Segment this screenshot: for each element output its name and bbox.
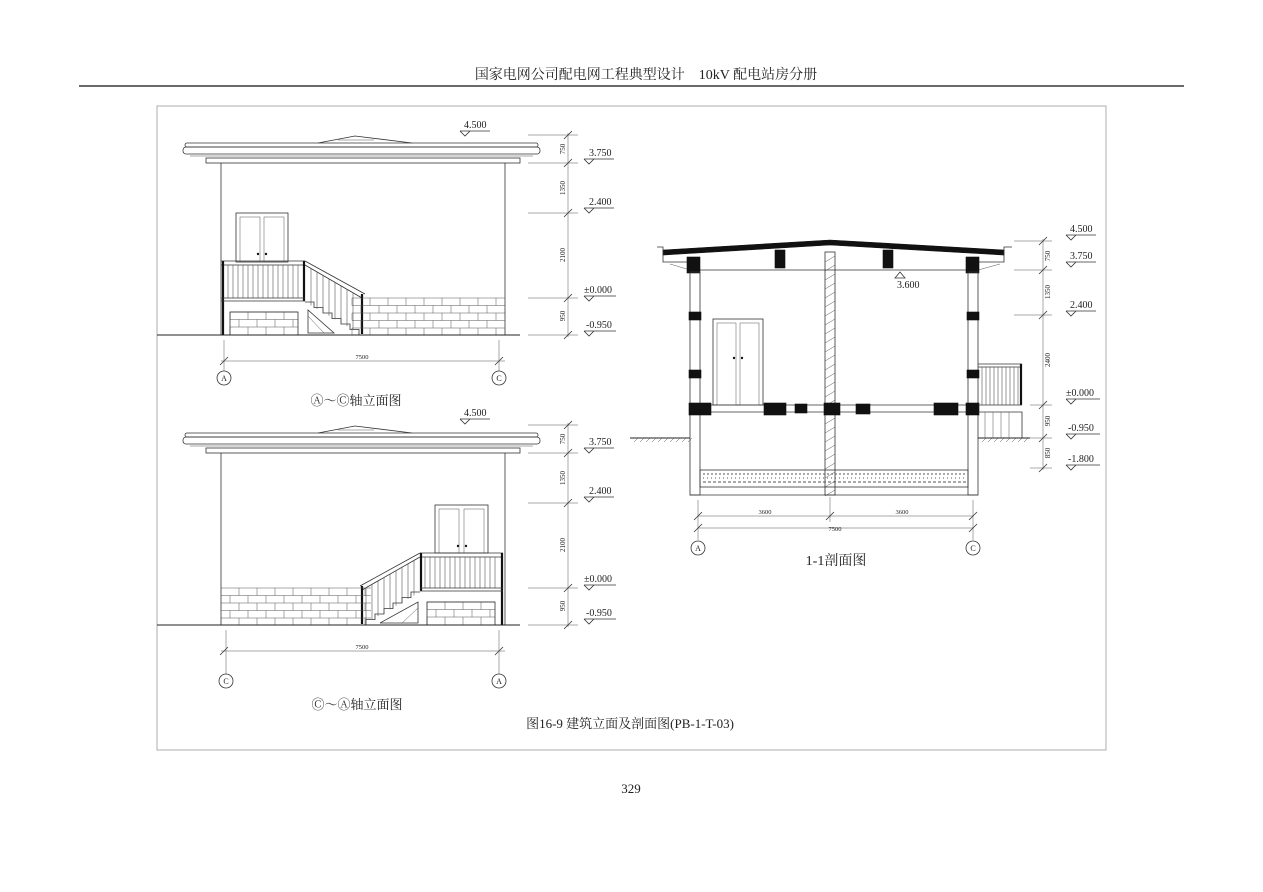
door-leaf-right [740, 323, 759, 405]
door-frame [713, 319, 763, 405]
hatch-line [825, 418, 835, 424]
door-handle [733, 357, 735, 359]
ground-hatch-line [646, 438, 650, 442]
level-triangle [1066, 465, 1100, 470]
level-marks [1066, 224, 1100, 470]
ground-hatch-line [658, 438, 662, 442]
brick-plinth-under-platform [230, 312, 298, 335]
dim-label: 2400 [1044, 353, 1052, 367]
level-triangle [584, 497, 614, 502]
center-column [825, 252, 835, 495]
door-handle [265, 253, 267, 255]
double-door [713, 319, 763, 405]
drawing-frame [157, 106, 1106, 750]
door-handle [465, 545, 467, 547]
hatch-line [825, 283, 835, 289]
dim-label: 1350 [559, 181, 567, 195]
column-hatch [825, 256, 835, 496]
stair-step-lines [985, 412, 1009, 438]
axis-label: C [496, 374, 502, 383]
level-label: ±0.000 [584, 285, 612, 296]
axis-label: A [221, 374, 227, 383]
ground-hatch-line [1000, 438, 1004, 442]
level-label: 2.400 [589, 486, 612, 497]
vertical-dimension-chain [1014, 237, 1052, 472]
hatch-line [825, 292, 835, 298]
stair-steps [978, 412, 1022, 438]
roof-cornice-top [185, 433, 538, 437]
roof-cornice-top [185, 143, 538, 147]
dim-label: 2100 [559, 248, 567, 262]
level-triangle [584, 619, 616, 624]
level-label: 4.500 [464, 120, 487, 131]
dim-label: 950 [559, 600, 567, 612]
dim-label: 1350 [559, 471, 567, 485]
floor-beam [764, 403, 786, 415]
page-number: 329 [621, 781, 641, 796]
drawing-title: Ⓒ～Ⓐ轴立面图 [311, 697, 403, 712]
level-label: 3.750 [589, 148, 612, 159]
level-label: ±0.000 [1066, 388, 1094, 399]
hatch-line [825, 310, 835, 316]
level-triangle [1066, 434, 1100, 439]
floor-beam [856, 404, 870, 414]
level-label: -0.950 [586, 608, 612, 619]
plinth-panel [427, 602, 495, 625]
floor-beam [966, 403, 979, 415]
floor-beam [824, 403, 840, 415]
stair-rail [362, 557, 420, 590]
drawing-title: Ⓐ～Ⓒ轴立面图 [310, 393, 402, 408]
level-triangle [1066, 311, 1096, 316]
hatch-line [825, 391, 835, 397]
exterior-stair [360, 553, 420, 625]
stair-support-hatch [308, 316, 324, 333]
wall-beam [689, 312, 701, 320]
dim-label: 750 [559, 143, 567, 155]
figure-caption: 图16-9 建筑立面及剖面图(PB-1-T-03) [526, 716, 734, 731]
roof-cornice [183, 147, 540, 154]
dim-label: 1350 [1044, 285, 1052, 299]
ground-hatch-line [670, 438, 674, 442]
hatch-line [825, 454, 835, 460]
level-triangle [584, 585, 616, 590]
floor-beam [689, 403, 711, 415]
level-triangle [584, 448, 614, 453]
level-label: 4.500 [1070, 224, 1093, 235]
door-leaf-left [439, 509, 459, 553]
level-label: 3.750 [1070, 251, 1093, 262]
level-label: 2.400 [1070, 300, 1093, 311]
roof-cornice [183, 437, 540, 444]
vertical-dimension-chain [528, 131, 578, 339]
door-leaf-left [240, 217, 260, 262]
hatch-line [825, 472, 835, 478]
level-label: 4.500 [464, 408, 487, 419]
level-marks [460, 408, 616, 624]
double-door [236, 213, 288, 262]
hatch-line [825, 301, 835, 307]
dim-total-label: 7500 [828, 526, 842, 533]
dim-span-label: 3600 [895, 509, 909, 516]
level-marks [460, 120, 616, 336]
wall-right [968, 272, 978, 495]
page-header-title: 国家电网公司配电网工程典型设计 10kV 配电站房分册 [474, 68, 818, 83]
hatch-line [825, 274, 835, 280]
level-triangle [584, 208, 614, 213]
ground-hatch-line [988, 438, 992, 442]
ground-hatch-line [994, 438, 998, 442]
hatch-line [825, 382, 835, 388]
level-triangle [584, 296, 616, 301]
ground-hatch-line [634, 438, 638, 442]
ground-hatch-line [676, 438, 680, 442]
roof-beam [687, 257, 700, 273]
stair-support [380, 602, 418, 623]
floor-beam [795, 404, 807, 413]
drawing-title: 1-1剖面图 [805, 554, 867, 569]
door-leaf-left [717, 323, 736, 405]
level-triangle [1066, 235, 1096, 240]
roof-slab [663, 240, 1004, 255]
axis-label: A [496, 677, 502, 686]
axis-label: C [223, 677, 229, 686]
hatch-line [825, 328, 835, 334]
level-triangle [1066, 399, 1100, 404]
roof-gable [318, 426, 412, 433]
dim-total-label: 7500 [355, 644, 369, 651]
level-label: -0.950 [586, 320, 612, 331]
level-label: 3.750 [589, 437, 612, 448]
dim-label: 950 [1044, 415, 1052, 427]
ground-hatch-line [640, 438, 644, 442]
section-1-1 [630, 224, 1100, 569]
exterior-stair-railing [978, 364, 1022, 405]
level-triangle [1066, 262, 1096, 267]
ground-hatch-line [1006, 438, 1010, 442]
ground-hatch-line [664, 438, 668, 442]
roof-beam [775, 250, 785, 268]
stair-steps [305, 302, 359, 335]
roof-beam [966, 257, 979, 273]
hatch-line [825, 436, 835, 442]
dim-label: 2100 [559, 538, 567, 552]
level-triangle [895, 272, 905, 278]
hatch-line [825, 346, 835, 352]
wall-left [690, 272, 700, 495]
hatch-line [825, 364, 835, 370]
hatch-line [825, 427, 835, 433]
ceiling-level-label: 3.600 [897, 280, 920, 291]
ground-hatch-line [982, 438, 986, 442]
ground-hatch-line [1024, 438, 1028, 442]
hatch-line [825, 355, 835, 361]
double-door [435, 505, 488, 553]
floor-beam [934, 403, 958, 415]
level-triangle [460, 131, 490, 136]
dim-label: 950 [559, 310, 567, 322]
platform-railing [420, 553, 503, 625]
hatch-line [825, 256, 835, 262]
ground-hatch-line [1012, 438, 1016, 442]
stair-rail [305, 265, 362, 298]
level-label: ±0.000 [584, 574, 612, 585]
level-triangle [584, 331, 616, 336]
brick-plinth [352, 298, 505, 335]
door-handle [457, 545, 459, 547]
axis-label: C [970, 544, 976, 553]
stair-support-hatch [402, 608, 418, 623]
door-handle [741, 357, 743, 359]
door-handle [257, 253, 259, 255]
elevation-c-a [157, 408, 616, 712]
door-frame [236, 213, 288, 262]
hatch-line [825, 445, 835, 451]
hatch-line [825, 373, 835, 379]
ground-hatch-line [652, 438, 656, 442]
level-label: -0.950 [1068, 423, 1094, 434]
elevation-a-c [157, 120, 616, 408]
brick-plinth [221, 588, 371, 625]
hatch-line [825, 463, 835, 469]
level-triangle [460, 419, 490, 424]
ground-hatch-line [682, 438, 686, 442]
wall-beam [967, 370, 979, 378]
hatch-line [825, 319, 835, 325]
brick-plinth-under-platform [427, 602, 495, 625]
dim-total-label: 7500 [355, 354, 369, 361]
dim-label: 750 [559, 433, 567, 445]
ground-hatch-line [1018, 438, 1022, 442]
roof-gable [318, 136, 412, 143]
wall-beam [967, 312, 979, 320]
wall-beam [689, 370, 701, 378]
roof-eave-band [206, 158, 520, 163]
roof-beam [883, 250, 893, 268]
hatch-line [825, 337, 835, 343]
door-frame [435, 505, 488, 553]
stair-steps [366, 592, 420, 625]
door-leaf-right [264, 217, 284, 262]
plinth-panel [230, 312, 298, 335]
roof-eave-band [206, 448, 520, 453]
dim-label: 750 [1044, 250, 1052, 262]
level-label: 2.400 [589, 197, 612, 208]
axis-label: A [695, 544, 701, 553]
dim-span-label: 3600 [758, 509, 772, 516]
dim-label: 850 [1044, 447, 1052, 459]
level-label: -1.800 [1068, 454, 1094, 465]
level-triangle [584, 159, 614, 164]
vertical-dimension-chain [528, 421, 578, 629]
